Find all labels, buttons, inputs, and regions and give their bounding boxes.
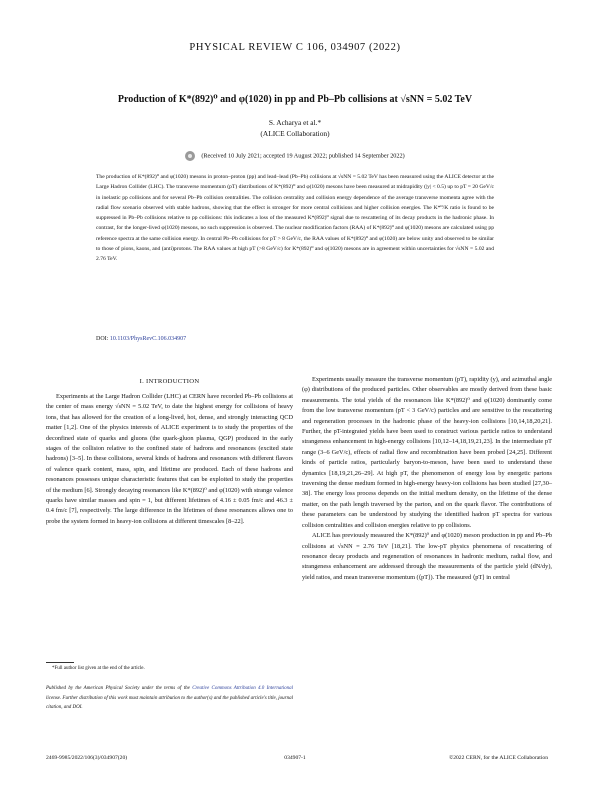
footer-page-number: 034907-1 — [284, 755, 306, 761]
crossmark-icon[interactable] — [185, 151, 195, 161]
received-dates: (Received 10 July 2021; accepted 19 August 2022; published 14 September 2022) — [201, 152, 405, 160]
paragraph: Experiments usually measure the transverse momentum (pT), rapidity (y), and azimuthal angle (φ) distributions of the produced particles. Other observables are mostly derived from these basic measurements. The total yields of the resonances like K*(892)⁰ and φ(1020) dominantly come from the low transverse momentum (pT < 3 GeV/c) particles and are sensitive to the rescattering and regeneration processes in the hadronic phase of the heavy-ion collisions [10,14,18,20,21]. Further, the pT-integrated yields have been used to construct various particle ratios to understand strangeness enhancement in high-energy collisions [10,12–14,18,19,21,23]. In the intermediate pT range (3–6 GeV/c), effects of radial flow and recombination have been probed [24,25]. Different kinds of particle ratios, particularly baryon-to-meson, have been used to understand these dynamics [18,19,21,26–29]. At high pT, the phenomenon of energy loss by energetic partons traversing the dense medium formed in high-energy heavy-ion collisions has been studied [27,30–38]. The energy loss process depends on the initial medium density, on the lifetime of the dense matter, on the path length traversed by the parton, and on the quark flavor. The contributions of these parameters can be understood by studying the identified hadron pT spectra for various collision centralities and collision energies relative to pp collisions. — [302, 376, 552, 529]
right-column — [302, 375, 552, 583]
journal-header: PHYSICAL REVIEW C 106, 034907 (2022) — [189, 42, 401, 53]
license-link[interactable]: Creative Commons Attribution 4.0 International — [192, 686, 293, 691]
footnote: *Full author list given at the end of the article. — [52, 666, 145, 671]
publication-history — [0, 151, 590, 161]
paragraph: ALICE has previously measured the K*(892)⁰ and φ(1020) meson production in pp and Pb–Pb collisions at √sNN = 2.76 TeV [18,21]. The low-pT physics phenomena of rescattering of resonance decay products and regeneration of resonances in hadronic medium, radial flow, and strangeness enhancement are addressed through the measurements of the particle yield (dN/dy), yield ratios, and mean transverse momentum (⟨pT⟩). The measured ⟨pT⟩ in central — [302, 532, 552, 581]
footnote-divider — [46, 662, 74, 663]
doi-label: DOI: — [96, 336, 110, 342]
license-notice — [46, 684, 293, 713]
doi-link[interactable]: 10.1103/PhysRevC.106.034907 — [109, 336, 187, 342]
license-text-after: license. Further distribution of this work must maintain attribution to the author(s) and the published article's title, journal citation, and DOI. — [46, 695, 293, 711]
collaboration-name: (ALICE Collaboration) — [260, 129, 330, 138]
author-list: S. Acharya et al.* — [268, 118, 322, 127]
license-text-before: Published by the American Physical Society under the terms of the — [46, 686, 193, 691]
footer-issn: 2469-9985/2022/106(3)/034907(20) — [46, 755, 128, 761]
abstract: The production of K*(892)⁰ and φ(1020) mesons in proton–proton (pp) and lead–lead (Pb–Pb) collisions at √sNN = 5.02 TeV has been measured using the ALICE detector at the Large Hadron Collider (LHC). The transverse momentum (pT) distributions of K*(892)⁰ and φ(1020) mesons have been measured at midrapidity (|y| < 0.5) up to pT = 20 GeV/c in inelastic pp collisions and for several Pb–Pb collision centralities. The collision centrality and collision energy dependence of the average transverse momenta agree with the radial flow scenario observed with stable hadrons, showing that the effect is stronger for more central collisions and higher collision energies. The K*⁰/K ratio is found to be suppressed in Pb–Pb collisions relative to pp collisions: this indicates a loss of the measured K*(892)⁰ signal due to rescattering of its decay products in the hadronic phase. In contrast, for the longer-lived φ(1020) mesons, no such suppression is observed. The nuclear modification factors (RAA) of K*(892)⁰ and φ(1020) mesons are calculated using pp reference spectra at the same collision energy. In central Pb–Pb collisions for pT > 8 GeV/c, the RAA values of K*(892)⁰ and φ(1020) are below unity and observed to be similar to those of pions, kaons, and (anti)protons. The RAA values at high pT (>8 GeV/c) for K*(892)⁰ and φ(1020) mesons are in agreement within uncertainties for √sNN = 5.02 and 2.76 TeV. — [96, 174, 494, 263]
paragraph: Experiments at the Large Hadron Collider (LHC) at CERN have recorded Pb–Pb collisions at the center of mass energy √sNN = 5.02 TeV, to date the highest energy for collisions of heavy ions, that has allowed for the creation of a long-lived, hot, dense, and strongly interacting QCD matter [1,2]. One of the physics interests of ALICE experiment is to study the properties of the deconfined state of quarks and gluons (the quark-gluon plasma, QGP) produced in the early stages of the collision relative to the confined state of hadrons and resonances (excited state hadrons) [3–5]. In these collisions, several kinds of hadrons and resonances with different flavors of valence quark content, mass, spin, and lifetime are produced. Each of these hadrons and resonances possesses unique characteristic features that can be exploited to study the properties of the medium [6]. Strongly decaying resonances like K*(892)⁰ and φ(1020) with strange valence quarks have similar masses and spin = 1, but different lifetimes of 4.16 ± 0.05 fm/c and 46.3 ± 0.4 fm/c [7], respectively. The large difference in the lifetimes of these resonances allows one to probe the system formed in heavy-ion collisions at different timescales [8–22]. — [46, 393, 293, 525]
footer-copyright: ©2022 CERN, for the ALICE Collaboration — [448, 755, 548, 761]
section-heading: I. INTRODUCTION — [139, 378, 200, 385]
article-title: Production of K*(892)⁰ and φ(1020) in pp and Pb–Pb collisions at √sNN = 5.02 TeV — [117, 94, 473, 105]
doi-line — [96, 336, 186, 342]
left-column — [46, 392, 293, 527]
